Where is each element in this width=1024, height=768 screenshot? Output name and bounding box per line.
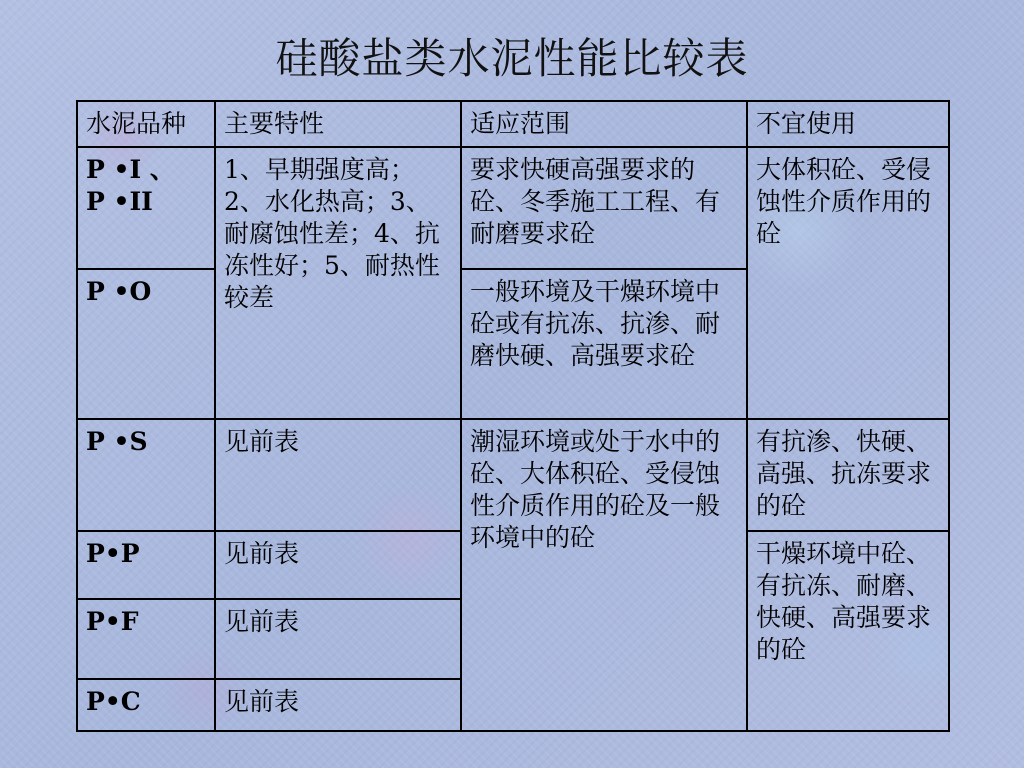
type-label: P •II <box>86 187 153 216</box>
header-not-suitable: 不宜使用 <box>747 101 949 147</box>
header-main-features: 主要特性 <box>215 101 461 147</box>
cell-type-ps <box>77 419 215 531</box>
table-header-row <box>77 101 949 147</box>
cell-type-po <box>77 269 215 419</box>
cell-not-suitable-pp-pf-pc: 干燥环境中砼、有抗冻、耐磨、快硬、高强要求的砼 <box>747 531 949 731</box>
table-row <box>77 147 949 269</box>
type-label: P •I 、 <box>86 155 175 184</box>
type-label: P•P <box>86 539 140 568</box>
cell-type-p1-p2 <box>77 147 215 269</box>
cell-type-pc <box>77 679 215 731</box>
type-label: P•F <box>86 607 139 636</box>
cell-features-pp: 见前表 <box>215 531 461 599</box>
type-label: P •S <box>86 427 148 456</box>
type-label: P •O <box>86 277 152 306</box>
type-label: P•C <box>86 687 141 716</box>
table-row <box>77 419 949 531</box>
cell-scope-po: 一般环境及干燥环境中砼或有抗冻、抗渗、耐磨快硬、高强要求砼 <box>461 269 747 419</box>
cell-type-pf <box>77 599 215 679</box>
header-cement-type: 水泥品种 <box>77 101 215 147</box>
cell-features-p1-p2-po: 1、早期强度高；2、水化热高；3、耐腐蚀性差；4、抗冻性好；5、耐热性较差 <box>215 147 461 419</box>
header-application-scope: 适应范围 <box>461 101 747 147</box>
cell-scope-p1-p2: 要求快硬高强要求的砼、冬季施工工程、有耐磨要求砼 <box>461 147 747 269</box>
cell-features-pf: 见前表 <box>215 599 461 679</box>
cell-features-ps: 见前表 <box>215 419 461 531</box>
cell-scope-ps-pp-pf-pc: 潮湿环境或处于水中的砼、大体积砼、受侵蚀性介质作用的砼及一般环境中的砼 <box>461 419 747 731</box>
cell-not-suitable-p1-p2-po: 大体积砼、受侵蚀性介质作用的砼 <box>747 147 949 419</box>
cell-not-suitable-ps: 有抗渗、快硬、高强、抗冻要求的砼 <box>747 419 949 531</box>
cell-type-pp <box>77 531 215 599</box>
comparison-table <box>76 100 950 732</box>
cell-features-pc: 见前表 <box>215 679 461 731</box>
page-title: 硅酸盐类水泥性能比较表 <box>275 34 749 83</box>
